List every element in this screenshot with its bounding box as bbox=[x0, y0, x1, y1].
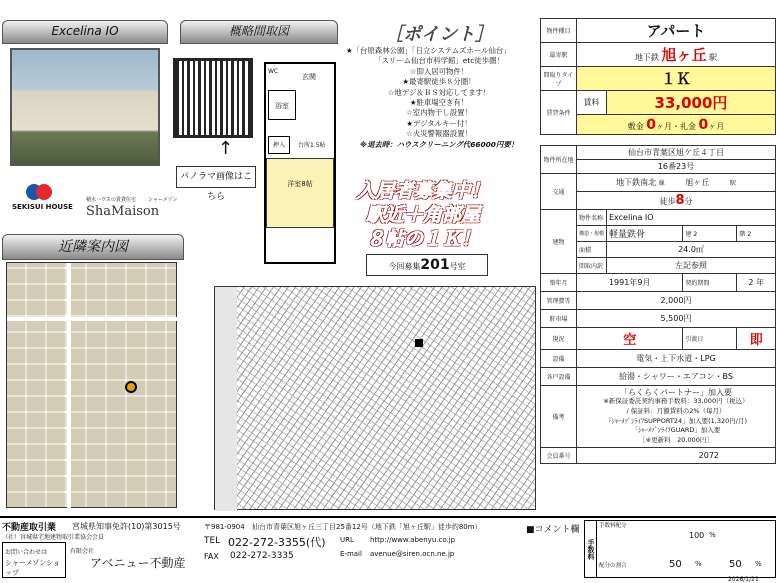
facility-value: 電気・上下水道・LPG bbox=[577, 350, 776, 368]
contract-value: 2 bbox=[748, 278, 754, 287]
handover-label: 引渡日 bbox=[683, 328, 737, 350]
terms-label: 賃貸条件 bbox=[541, 91, 577, 135]
remarks-line: 「らくらくパートナー」加入要 bbox=[620, 387, 732, 397]
floors-label: 建 bbox=[685, 231, 692, 238]
parking-label: 駐車場 bbox=[541, 310, 577, 328]
inquiry-text: お問い合わせは bbox=[5, 549, 48, 556]
type-value: アパート bbox=[577, 19, 776, 43]
points-item: ☆即入居可物件！ bbox=[409, 66, 469, 76]
shamaison-subtitle-kana: シャーメゾン bbox=[148, 197, 178, 203]
street-map-road bbox=[215, 287, 237, 511]
points-box bbox=[346, 20, 532, 172]
license-title: 不動産取引業 bbox=[2, 523, 57, 533]
deposit-value: 0 bbox=[646, 116, 656, 133]
recruit-room-box bbox=[366, 254, 488, 276]
sekisui-logo-text: SEKISUI HOUSE bbox=[12, 203, 73, 211]
company-address: 仙台市青葉区旭ヶ丘三丁目25番12号（地下鉄「旭ヶ丘駅」徒歩約80m） bbox=[252, 523, 482, 531]
station-cell bbox=[577, 43, 776, 67]
deposit-label: 敷金 bbox=[627, 121, 644, 131]
shamaison-subtitle: 積水ハウスの賃貸住宅 bbox=[86, 197, 136, 203]
walk-suffix: 分 bbox=[684, 197, 693, 206]
shamaison-staff: シャーメゾンショップ bbox=[5, 559, 60, 577]
deposit-unit: ヶ月 bbox=[656, 121, 672, 131]
points-item: ★駐車場空き有！ bbox=[409, 98, 469, 108]
status-value: 空 bbox=[577, 328, 683, 350]
fee-table bbox=[584, 520, 776, 578]
rent-label: 賃料 bbox=[577, 91, 607, 115]
building-name-tab: Excelina IO bbox=[2, 20, 168, 44]
inquiry-box bbox=[2, 542, 66, 578]
points-item: ★「台原森林公園」「日立システムズホール仙台」 bbox=[346, 46, 511, 55]
points-item: ★最寄駅徒歩８分圏！ bbox=[402, 77, 476, 87]
remarks-label: 備考 bbox=[541, 386, 577, 448]
floor-entrance: 玄関 bbox=[302, 73, 316, 81]
walk-cell bbox=[577, 192, 776, 210]
rent-value: 33,000円 bbox=[607, 91, 776, 115]
area-label: 面積 bbox=[577, 242, 607, 258]
remarks-line: ※新保証委託契約事務手数料：33,000円（税込） bbox=[603, 397, 749, 406]
email-label: E-mail bbox=[340, 550, 362, 558]
remarks-line: 「ｼｬｰﾒｿﾞﾝﾗｲﾌSUPPORT24」加入要(1,320円/月) bbox=[605, 416, 747, 425]
floor-label: 階 bbox=[739, 231, 746, 238]
remarks-line: ［※更新料 20,000円］ bbox=[639, 435, 713, 444]
fax-label: FAX bbox=[204, 552, 219, 561]
station-label: 最寄駅 bbox=[541, 43, 577, 67]
panorama-link[interactable]: パノラマ画像はこちら bbox=[176, 166, 256, 188]
url-label: URL bbox=[340, 536, 354, 544]
spec-spacer bbox=[541, 135, 776, 146]
recruit-room-number: 201 bbox=[420, 257, 450, 273]
fax-value: 022-272-3335 bbox=[230, 551, 294, 561]
walk-value: 8 bbox=[675, 193, 685, 208]
fee2-pct: % bbox=[695, 560, 702, 568]
status-label: 現況 bbox=[541, 328, 577, 350]
recruit-prefix: 今回募集 bbox=[388, 262, 421, 271]
recruit-banner-line2: 駅近＋角部屋 bbox=[365, 204, 480, 226]
deposit-key-cell: 敷金 0ヶ月・礼金 0ヶ月 bbox=[577, 115, 776, 135]
sekisui-logo-icon bbox=[22, 182, 56, 202]
map-road bbox=[7, 317, 178, 321]
tel-value[interactable]: 022-272-3355(代) bbox=[228, 536, 326, 549]
building-photo bbox=[10, 48, 160, 166]
nearby-map bbox=[6, 262, 177, 508]
struct-label: 構造・規模 bbox=[577, 226, 607, 242]
key-label: 礼金 bbox=[680, 121, 696, 131]
street-map bbox=[214, 286, 536, 510]
points-item: ★デジタルキー付！ bbox=[406, 118, 472, 128]
map-marker-icon bbox=[125, 381, 137, 393]
built-value: 1991年9月 bbox=[577, 274, 683, 292]
remarks-line: 「ｼｬｰﾒｿﾞﾝﾗｲﾌGUARD」加入要 bbox=[631, 426, 721, 435]
street-map-marker-icon bbox=[415, 339, 423, 347]
member-value: 2072 bbox=[577, 448, 776, 464]
map-road bbox=[67, 263, 71, 509]
line-suffix: 線 bbox=[658, 180, 665, 187]
floor-room: 洋室8帖 bbox=[266, 158, 334, 228]
floor-kitchen: 台所1.5帖 bbox=[298, 142, 326, 149]
station-line: 地下鉄 bbox=[634, 53, 659, 62]
fee3-value: 50 bbox=[729, 559, 742, 570]
layout-tab: 概略間取図 bbox=[180, 20, 338, 44]
email-value[interactable]: avenue@siren.ocn.ne.jp bbox=[370, 550, 455, 558]
arrow-up-icon: ↑ bbox=[218, 138, 234, 159]
fee-ratio-label: 配分の割合 bbox=[599, 563, 627, 569]
line-name: 地下鉄南北 bbox=[616, 178, 657, 187]
fee3-pct: % bbox=[755, 560, 762, 568]
recruit-banner-line3: ８帖の１Ｋ！ bbox=[365, 228, 480, 250]
company-postal: 〒981-0904 bbox=[204, 523, 245, 531]
address-line1: 仙台市青葉区旭ケ丘４丁目 bbox=[577, 146, 776, 160]
floors-value: 2 bbox=[693, 231, 698, 238]
spec-table bbox=[540, 18, 776, 464]
floors-cell bbox=[683, 226, 737, 242]
footer bbox=[0, 516, 776, 582]
bname-label: 物件名称 bbox=[577, 210, 607, 226]
tel-label: TEL bbox=[204, 536, 221, 546]
key-value: 0 bbox=[698, 116, 709, 133]
floor-bath: 浴室 bbox=[268, 90, 296, 120]
traffic-line-cell bbox=[577, 174, 776, 192]
station-name: 旭ヶ丘 bbox=[661, 46, 707, 64]
points-title: ［ポイント］ bbox=[385, 24, 493, 45]
contract-unit: 年 bbox=[756, 278, 765, 287]
floor-cell bbox=[737, 226, 776, 242]
building-label: 建物 bbox=[541, 210, 577, 274]
license-number: 宮城県知事免許(10)第3015号 bbox=[72, 522, 181, 531]
type-label: 物件種目 bbox=[541, 19, 577, 43]
station2-suffix: 駅 bbox=[729, 180, 736, 187]
recruit-suffix: 号室 bbox=[449, 262, 466, 271]
floor-storage: 押入 bbox=[268, 136, 290, 154]
area-value: 24.0㎡ bbox=[607, 242, 776, 258]
points-item: 「スリーム仙台市科学館」etc徒歩圏！ bbox=[374, 56, 504, 66]
bname-value: Excelina IO bbox=[607, 210, 776, 226]
fee1-value: 100 bbox=[689, 531, 705, 540]
built-label: 築年月 bbox=[541, 274, 577, 292]
memo-label: ■コメント欄 bbox=[526, 525, 580, 535]
nearby-map-tab: 近隣案内図 bbox=[2, 234, 184, 260]
contract-cell bbox=[737, 274, 776, 292]
points-item: ☆室内物干し設置！ bbox=[406, 108, 472, 118]
address-label: 物件所在地 bbox=[541, 146, 577, 174]
traffic-label: 交通 bbox=[541, 174, 577, 210]
station2-name: 旭ヶ丘 bbox=[685, 178, 710, 187]
fee1-pct: % bbox=[709, 531, 716, 539]
walk-prefix: 徒歩 bbox=[659, 197, 676, 206]
contract-label: 契約期間 bbox=[683, 274, 737, 292]
recruit-banner-line1: 入居者募集中！ bbox=[356, 180, 490, 202]
print-date: 2026/1/21 bbox=[728, 576, 759, 583]
company-name: アベニュー不動産 bbox=[90, 556, 186, 570]
equip-value: 給湯・シャワー・エアコン・BS bbox=[577, 368, 776, 386]
assoc-text: （社）宮城県宅地建物取引業協会会員 bbox=[2, 534, 105, 541]
address-line2: 16番23号 bbox=[577, 160, 776, 174]
station-suffix: 駅 bbox=[709, 53, 718, 62]
url-value[interactable]: http://www.abenyu.co.jp bbox=[370, 536, 456, 544]
remarks-line: / 保証料：月額賃料の2%（毎月） bbox=[626, 406, 726, 415]
points-item: ☆火災警報器設置！ bbox=[406, 129, 472, 139]
layout-label: 間取りタイプ bbox=[541, 67, 577, 91]
mgmt-label: 管理費等 bbox=[541, 292, 577, 310]
mgmt-value: 2,000円 bbox=[577, 292, 776, 310]
partner-label: 有限会社 bbox=[70, 548, 95, 555]
panorama-qr-code[interactable] bbox=[173, 58, 253, 138]
layout-detail-label: 間取内訳 bbox=[577, 258, 607, 274]
handover-value: 即 bbox=[737, 328, 776, 350]
facility-label: 設備 bbox=[541, 350, 577, 368]
layout-detail-value: 左記参照 bbox=[607, 258, 776, 274]
equip-label: 各戸設備 bbox=[541, 368, 577, 386]
layout-value: １Ｋ bbox=[577, 67, 776, 91]
fee-label: 手数料 bbox=[585, 521, 597, 577]
floor-value: 2 bbox=[747, 231, 752, 238]
fee-dist-label: 手数料配分 bbox=[599, 523, 627, 529]
points-note: ※退去時：ハウスクリーニング代66000円要！ bbox=[359, 139, 519, 149]
parking-value: 5,500円 bbox=[577, 310, 776, 328]
floor-wc: WC bbox=[268, 68, 279, 75]
fee2-value: 50 bbox=[669, 559, 682, 570]
struct-value: 軽量鉄骨 bbox=[607, 226, 683, 242]
key-unit: ヶ月 bbox=[708, 121, 725, 131]
points-item: ☆地デジ＆ＢＳ対応してます！ bbox=[387, 87, 491, 97]
member-label: 会員番号 bbox=[541, 448, 577, 464]
shamaison-logo: ShaMaison bbox=[86, 204, 160, 219]
remarks-cell bbox=[577, 386, 776, 448]
